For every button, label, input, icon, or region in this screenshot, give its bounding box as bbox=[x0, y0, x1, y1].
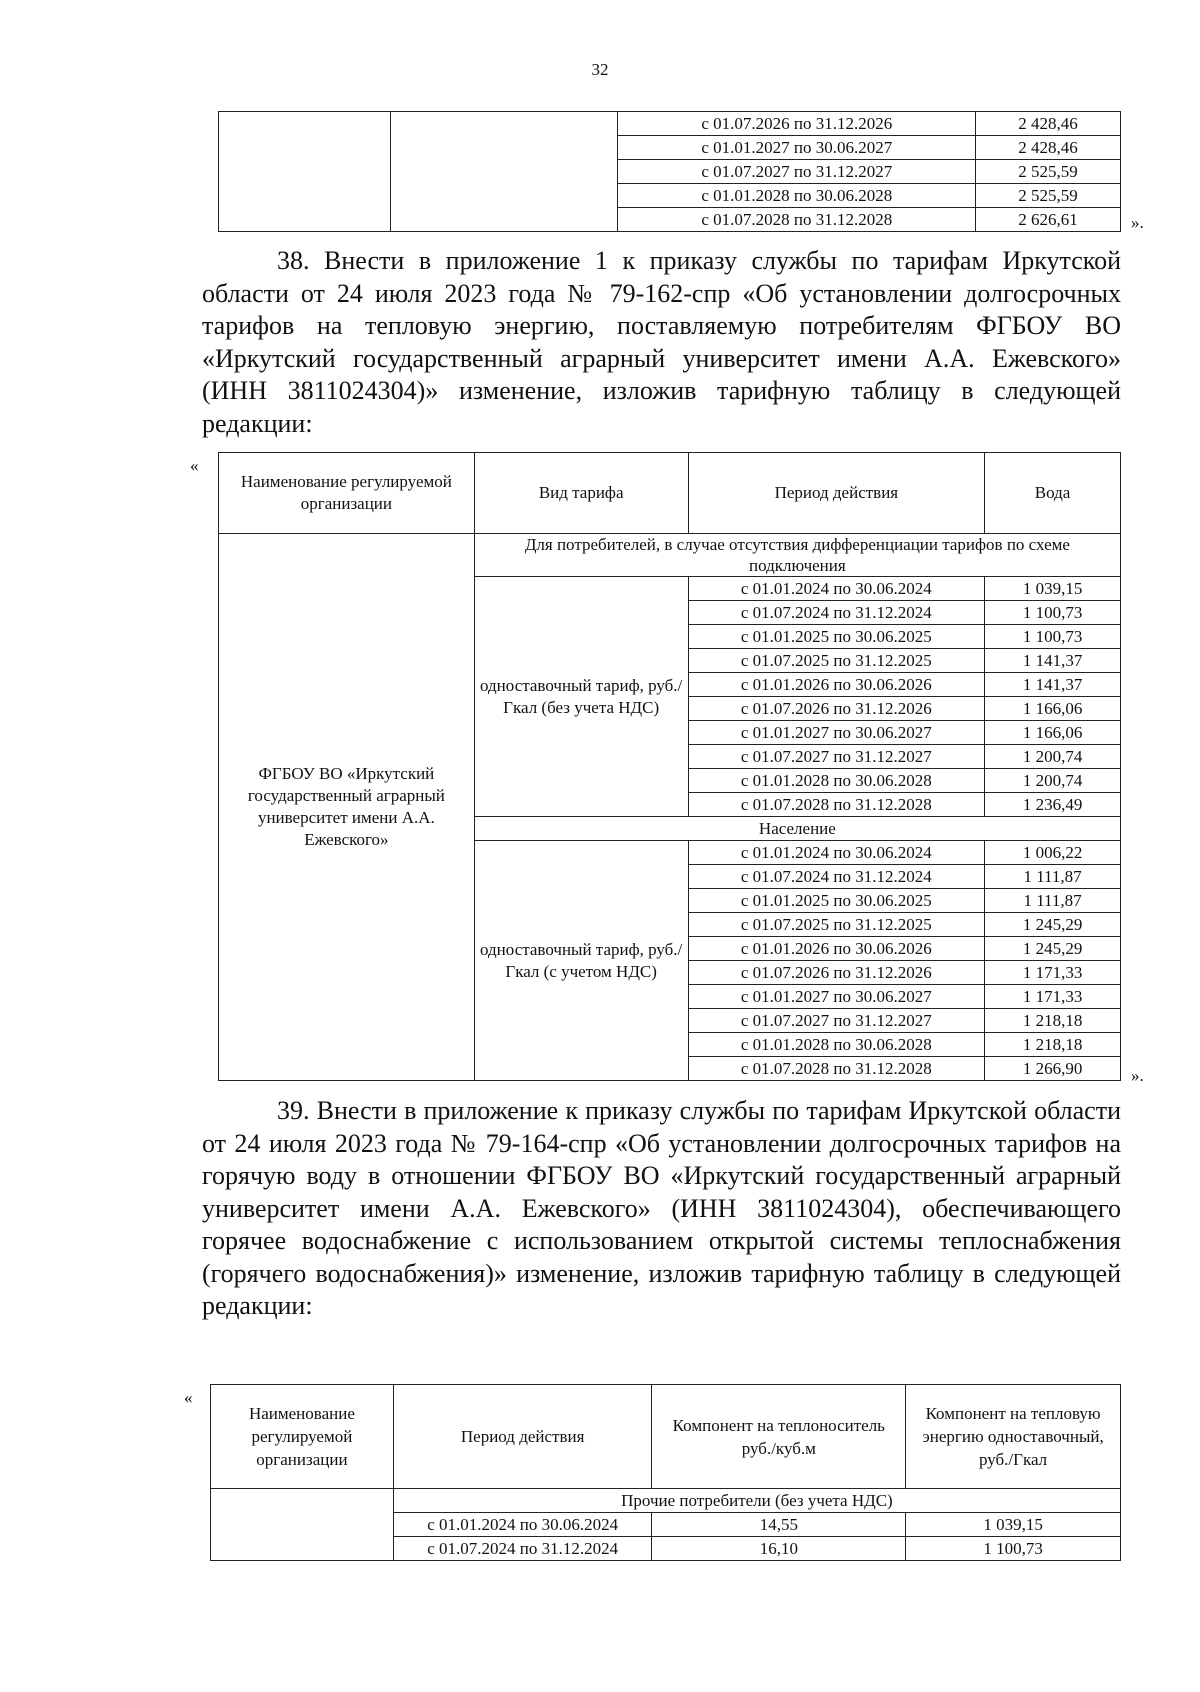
period-cell: с 01.07.2027 по 31.12.2027 bbox=[688, 1009, 985, 1033]
period-cell: с 01.01.2025 по 30.06.2025 bbox=[688, 889, 985, 913]
category-cell: Прочие потребители (без учета НДС) bbox=[393, 1489, 1120, 1513]
value-cell: 1 236,49 bbox=[985, 793, 1121, 817]
period-cell: с 01.07.2025 по 31.12.2025 bbox=[688, 913, 985, 937]
tariff-table-39 bbox=[210, 1384, 1121, 1561]
header-period: Период действия bbox=[393, 1385, 652, 1489]
energy-value-cell: 1 100,73 bbox=[906, 1537, 1121, 1561]
table-header-row bbox=[211, 1385, 1121, 1489]
table-header-row bbox=[219, 453, 1121, 534]
value-cell: 2 428,46 bbox=[976, 112, 1121, 136]
header-water: Вода bbox=[985, 453, 1121, 534]
period-cell: с 01.07.2024 по 31.12.2024 bbox=[688, 601, 985, 625]
value-cell: 1 100,73 bbox=[985, 625, 1121, 649]
period-cell: с 01.01.2027 по 30.06.2027 bbox=[688, 985, 985, 1009]
value-cell: 1 200,74 bbox=[985, 745, 1121, 769]
category-cell: Население bbox=[474, 817, 1120, 841]
header-tariff-type: Вид тарифа bbox=[474, 453, 688, 534]
period-cell: с 01.07.2027 по 31.12.2027 bbox=[618, 160, 976, 184]
page-number: 32 bbox=[591, 60, 609, 79]
paragraph-39: 39. Внести в приложение к приказу службы по тарифам Иркутской области от 24 июля 2023 года № 79-164-спр «Об установлении долгосрочных тарифов на горячую воду в отношении ФГБОУ ВО «Иркутский государственный аграрный университет имени А.А. Ежевского» (ИНН 3811024304), обеспечивающего горячее водоснабжение с использованием открытой системы теплоснабжения (горячего водоснабжения)» изменение, изложив тарифную таблицу в следующей редакции: bbox=[202, 1096, 1121, 1320]
org-cell-empty bbox=[211, 1489, 394, 1561]
closing-quote-1: ». bbox=[1131, 213, 1144, 232]
period-cell: с 01.07.2026 по 31.12.2026 bbox=[688, 961, 985, 985]
period-cell: с 01.07.2024 по 31.12.2024 bbox=[393, 1537, 652, 1561]
value-cell: 2 525,59 bbox=[976, 184, 1121, 208]
period-cell: с 01.01.2024 по 30.06.2024 bbox=[688, 841, 985, 865]
period-cell: с 01.07.2028 по 31.12.2028 bbox=[688, 793, 985, 817]
closing-quote-2: ». bbox=[1131, 1066, 1144, 1085]
header-carrier-component: Компонент на теплоноситель руб./куб.м bbox=[652, 1385, 906, 1489]
header-org: Наименование регулируемой организации bbox=[219, 453, 475, 534]
energy-value-cell: 1 039,15 bbox=[906, 1513, 1121, 1537]
period-cell: с 01.07.2026 по 31.12.2026 bbox=[618, 112, 976, 136]
value-cell: 1 166,06 bbox=[985, 721, 1121, 745]
value-cell: 2 428,46 bbox=[976, 136, 1121, 160]
value-cell: 2 626,61 bbox=[976, 208, 1121, 232]
period-cell: с 01.01.2024 по 30.06.2024 bbox=[688, 577, 985, 601]
value-cell: 1 166,06 bbox=[985, 697, 1121, 721]
period-cell: с 01.07.2028 по 31.12.2028 bbox=[618, 208, 976, 232]
tariff-table-38 bbox=[218, 452, 1121, 1081]
period-cell: с 01.01.2028 по 30.06.2028 bbox=[688, 769, 985, 793]
opening-quote-3: « bbox=[184, 1388, 193, 1407]
period-cell: с 01.07.2026 по 31.12.2026 bbox=[688, 697, 985, 721]
category-cell: Для потребителей, в случае отсутствия дифференциации тарифов по схеме подключения bbox=[474, 534, 1120, 577]
table-row bbox=[219, 112, 1121, 136]
carrier-value-cell: 14,55 bbox=[652, 1513, 906, 1537]
paragraph-38: 38. Внести в приложение 1 к приказу службы по тарифам Иркутской области от 24 июля 2023 года № 79-162-спр «Об установлении долгосрочных тарифов на тепловую энергию, поставляемую потребителям ФГБОУ ВО «Иркутский государственный аграрный университет имени А.А. Ежевского» (ИНН 3811024304)» изменение, изложив тарифную таблицу в следующей редакции: bbox=[202, 246, 1121, 438]
carrier-value-cell: 16,10 bbox=[652, 1537, 906, 1561]
value-cell: 1 141,37 bbox=[985, 649, 1121, 673]
period-cell: с 01.01.2026 по 30.06.2026 bbox=[688, 937, 985, 961]
value-cell: 1 218,18 bbox=[985, 1009, 1121, 1033]
header-energy-component: Компонент на тепловую энергию одноставочный, руб./Гкал bbox=[906, 1385, 1121, 1489]
category-row bbox=[219, 534, 1121, 577]
tariff-type-cell: одноставочный тариф, руб./Гкал (с учетом НДС) bbox=[474, 841, 688, 1081]
period-cell: с 01.07.2025 по 31.12.2025 bbox=[688, 649, 985, 673]
period-cell: с 01.01.2026 по 30.06.2026 bbox=[688, 673, 985, 697]
org-name-cell: ФГБОУ ВО «Иркутский государственный аграрный университет имени А.А. Ежевского» bbox=[219, 534, 475, 1081]
value-cell: 1 111,87 bbox=[985, 889, 1121, 913]
value-cell: 1 100,73 bbox=[985, 601, 1121, 625]
period-cell: с 01.07.2028 по 31.12.2028 bbox=[688, 1057, 985, 1081]
value-cell: 1 111,87 bbox=[985, 865, 1121, 889]
period-cell: с 01.01.2025 по 30.06.2025 bbox=[688, 625, 985, 649]
value-cell: 1 266,90 bbox=[985, 1057, 1121, 1081]
value-cell: 1 039,15 bbox=[985, 577, 1121, 601]
period-cell: с 01.07.2027 по 31.12.2027 bbox=[688, 745, 985, 769]
tariff-table-continuation bbox=[218, 111, 1121, 232]
value-cell: 1 200,74 bbox=[985, 769, 1121, 793]
period-cell: с 01.01.2027 по 30.06.2027 bbox=[618, 136, 976, 160]
opening-quote-2: « bbox=[190, 456, 199, 475]
value-cell: 2 525,59 bbox=[976, 160, 1121, 184]
tariff-cell-empty bbox=[390, 112, 618, 232]
value-cell: 1 245,29 bbox=[985, 937, 1121, 961]
tariff-type-cell: одноставочный тариф, руб./Гкал (без учета НДС) bbox=[474, 577, 688, 817]
value-cell: 1 218,18 bbox=[985, 1033, 1121, 1057]
value-cell: 1 171,33 bbox=[985, 985, 1121, 1009]
value-cell: 1 245,29 bbox=[985, 913, 1121, 937]
header-period: Период действия bbox=[688, 453, 985, 534]
value-cell: 1 141,37 bbox=[985, 673, 1121, 697]
header-org: Наименование регулируемой организации bbox=[211, 1385, 394, 1489]
period-cell: с 01.01.2024 по 30.06.2024 bbox=[393, 1513, 652, 1537]
period-cell: с 01.01.2028 по 30.06.2028 bbox=[618, 184, 976, 208]
org-cell-empty bbox=[219, 112, 391, 232]
period-cell: с 01.07.2024 по 31.12.2024 bbox=[688, 865, 985, 889]
value-cell: 1 171,33 bbox=[985, 961, 1121, 985]
period-cell: с 01.01.2027 по 30.06.2027 bbox=[688, 721, 985, 745]
value-cell: 1 006,22 bbox=[985, 841, 1121, 865]
period-cell: с 01.01.2028 по 30.06.2028 bbox=[688, 1033, 985, 1057]
category-row bbox=[211, 1489, 1121, 1513]
